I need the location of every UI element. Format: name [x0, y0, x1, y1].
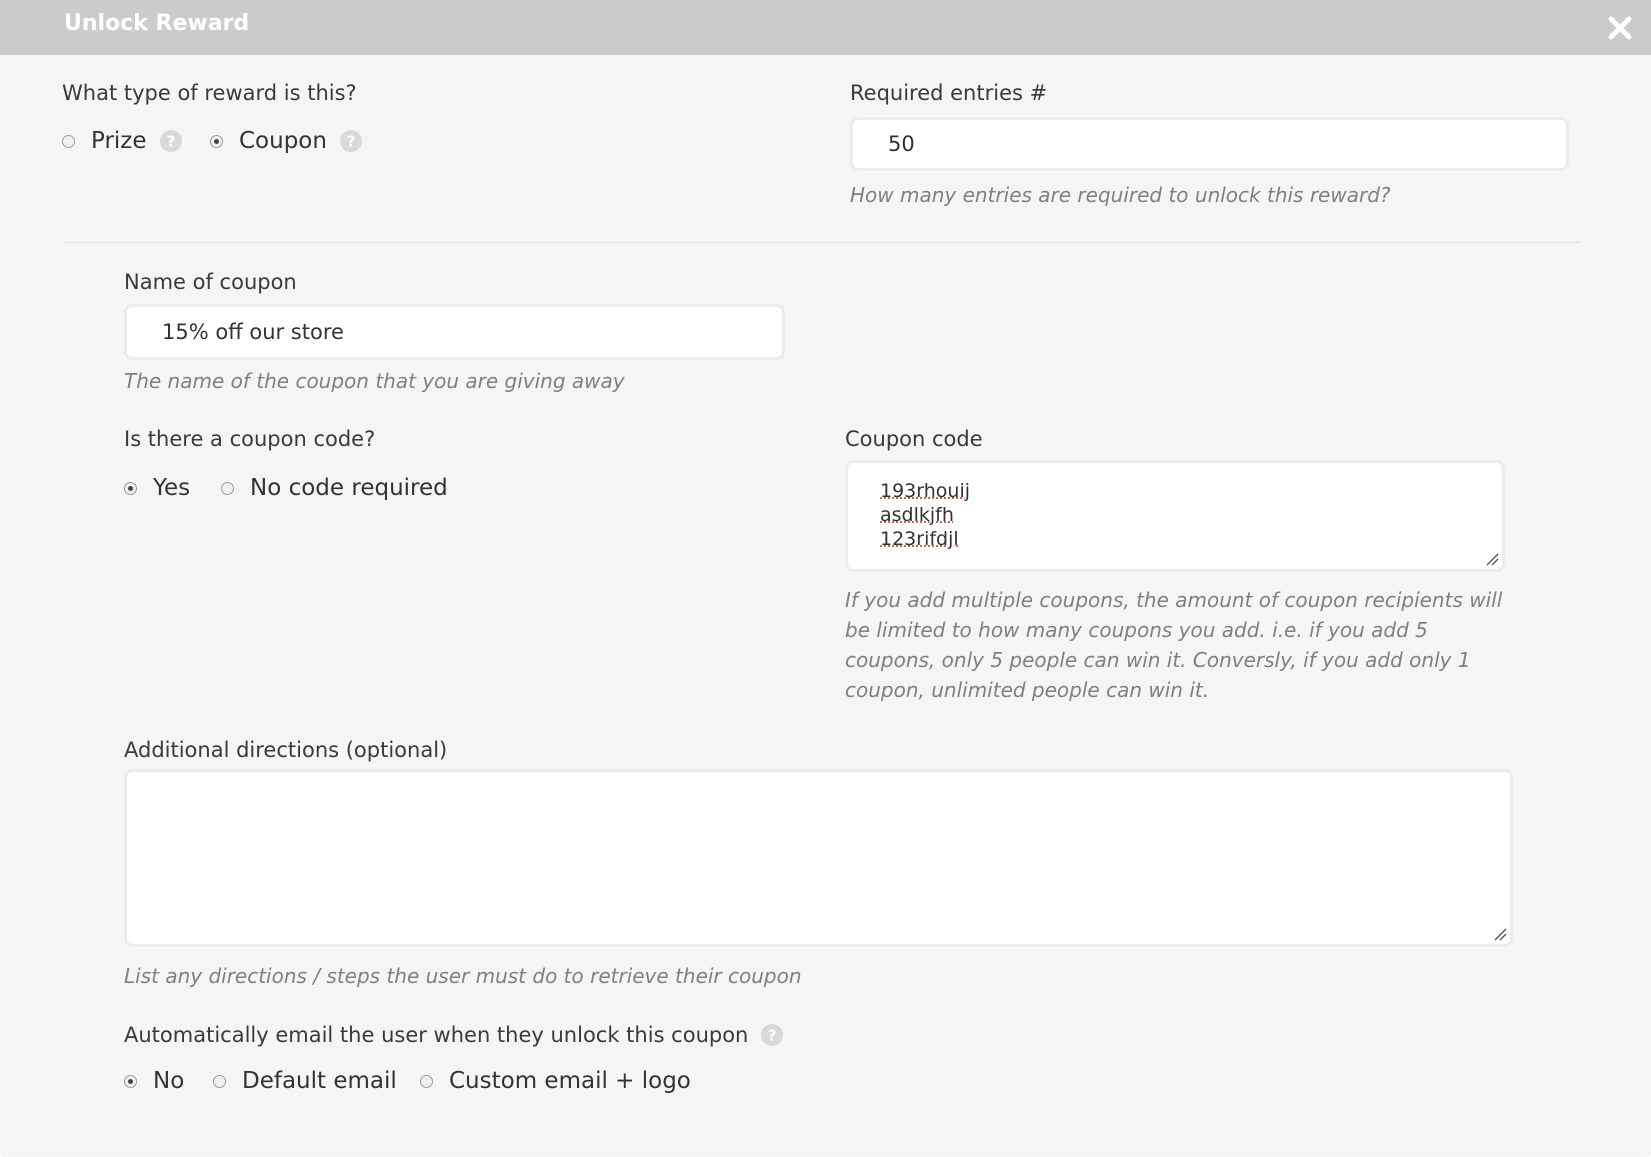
reward-type-label: What type of reward is this? — [62, 81, 357, 105]
auto-email-label-row — [124, 1020, 783, 1050]
radio-email-no-label: No — [153, 1068, 185, 1094]
radio-email-no[interactable] — [124, 1065, 184, 1097]
radio-prize-label: Prize — [91, 128, 147, 154]
coupon-code-lines — [880, 479, 970, 551]
coupon-code-textarea[interactable] — [845, 460, 1505, 572]
radio-coupon-label: Coupon — [239, 128, 327, 154]
radio-default-email-dot[interactable] — [213, 1075, 226, 1088]
additional-directions-textarea[interactable] — [124, 769, 1513, 947]
radio-email-no-dot[interactable] — [124, 1075, 137, 1088]
svg-text:?: ? — [346, 132, 356, 151]
coupon-code-line: asdlkjfh — [880, 504, 954, 526]
radio-no-code-label: No code required — [250, 475, 448, 501]
resize-grip-icon[interactable] — [1493, 927, 1507, 941]
required-entries-label: Required entries # — [850, 81, 1048, 105]
radio-no-code-dot[interactable] — [221, 482, 234, 495]
radio-default-email-label: Default email — [242, 1068, 397, 1094]
radio-custom-email-label: Custom email + logo — [449, 1068, 691, 1094]
radio-coupon[interactable] — [210, 125, 362, 157]
coupon-code-radio-group — [124, 472, 464, 504]
question-circle-icon[interactable] — [160, 130, 182, 152]
coupon-name-input[interactable] — [124, 304, 785, 360]
modal-title: Unlock Reward — [64, 11, 250, 36]
resize-grip-icon[interactable] — [1485, 552, 1499, 566]
radio-default-email[interactable] — [213, 1065, 397, 1097]
svg-text:?: ? — [166, 132, 175, 151]
coupon-code-line: 123rifdjl — [880, 528, 959, 550]
question-circle-icon[interactable] — [340, 130, 362, 152]
radio-custom-email[interactable] — [420, 1065, 691, 1097]
required-entries-help: How many entries are required to unlock this reward? — [850, 183, 1391, 207]
radio-custom-email-dot[interactable] — [420, 1075, 433, 1088]
required-entries-input[interactable] — [850, 117, 1569, 171]
svg-text:?: ? — [768, 1026, 777, 1045]
auto-email-radio-group — [124, 1065, 691, 1097]
coupon-code-question-label: Is there a coupon code? — [124, 427, 376, 451]
reward-type-radio-group — [62, 125, 382, 157]
coupon-name-help: The name of the coupon that you are giving away — [124, 369, 625, 393]
radio-prize[interactable] — [62, 125, 182, 157]
radio-prize-dot[interactable] — [62, 135, 75, 148]
auto-email-label: Automatically email the user when they unlock this coupon — [124, 1023, 749, 1047]
radio-yes-label: Yes — [153, 475, 191, 501]
question-circle-icon[interactable] — [761, 1024, 783, 1046]
additional-directions-label: Additional directions (optional) — [124, 738, 448, 762]
coupon-code-label: Coupon code — [845, 427, 983, 451]
coupon-code-line: 193rhouij — [880, 480, 971, 502]
additional-directions-help: List any directions / steps the user must do to retrieve their coupon — [124, 964, 802, 988]
radio-no-code[interactable] — [221, 472, 448, 504]
section-divider — [64, 242, 1581, 243]
radio-yes[interactable] — [124, 472, 190, 504]
radio-coupon-dot[interactable] — [210, 135, 223, 148]
close-icon[interactable] — [1603, 11, 1637, 45]
modal-titlebar — [0, 0, 1651, 55]
coupon-code-help: If you add multiple coupons, the amount of coupon recipients will be limited to how many coupons you add. i.e. if you add 5 coupons, only 5 people can win it. Conversly, if you add only 1 coupon, unlimited people can win it. — [845, 588, 1503, 702]
coupon-name-label: Name of coupon — [124, 270, 297, 294]
radio-yes-dot[interactable] — [124, 482, 137, 495]
